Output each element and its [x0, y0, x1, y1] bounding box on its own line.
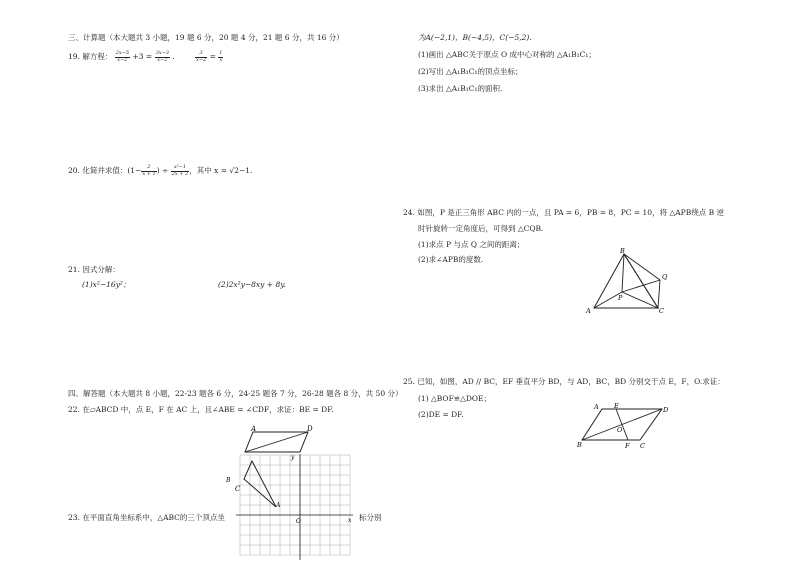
question-21	[68, 265, 120, 274]
q21-part-1: (1)x²−16y²；	[82, 280, 131, 289]
fig24-label-a: A	[586, 307, 591, 315]
figure-23-coordinate-grid	[226, 452, 356, 562]
q25-part-2: (2)DE = DF.	[418, 410, 464, 419]
q24-line-1: 如图，P 是正三角形 ABC 内的一点，且 PA = 6，PB = 8，PC = 10，将 △APB绕点 B 逆	[417, 208, 724, 217]
q24-part-2: (2)求∠APB的度数.	[418, 255, 484, 264]
q19-frac-3: $\frac{3}{x-2}$	[196, 50, 207, 63]
q19-eq2-mid: =	[209, 52, 216, 61]
q24-line-2: 时针旋转一定角度后，可得到 △CQB.	[418, 224, 544, 233]
q23-coordinates: 为A(−2,1)，B(−4,5)，C(−5,2).	[418, 33, 532, 42]
q21-part-2: (2)2x²y−8xy + 8y.	[218, 280, 286, 289]
question-20	[68, 165, 252, 177]
question-23	[68, 513, 225, 522]
q19-eq1-end: .	[172, 52, 175, 61]
fig22-label-d: D	[307, 425, 313, 433]
q19-frac-4: $\frac{1}{x}$	[219, 50, 223, 63]
q25-part-1: (1) △BOF≌△DOE；	[418, 394, 491, 403]
q20-frac-1: $\frac{2}{x + 1}$	[142, 164, 156, 177]
fig25-label-e: E	[614, 402, 619, 410]
q23-number: 23.	[68, 513, 80, 522]
fig22-label-a: A	[251, 425, 257, 433]
section-4-header: 四、解答题（本大题共 8 小题，22-23 题各 6 分，24-25 题各 7 分，26-28 题各 8 分，共 50 分）	[68, 389, 403, 398]
fig25-segment-ef	[616, 409, 628, 440]
fig24-triangle-abc	[594, 254, 658, 308]
question-24	[403, 208, 724, 217]
q19-text: 解方程：	[82, 52, 113, 61]
q22-number: 22.	[68, 405, 80, 414]
q19-eq1-mid: +3 =	[132, 52, 153, 61]
question-22	[68, 405, 334, 414]
q19-equation-2	[195, 51, 223, 63]
q23-part-1: (1)画出 △ABC关于原点 O 成中心对称的 △A₁B₁C₁；	[418, 50, 596, 59]
q20-frac-2: $\frac{\text{x²−1}}{2x + 2}$	[171, 164, 189, 177]
q19-frac-1: $\frac{2x-5}{x-2}$	[115, 50, 130, 63]
q23-part-2: (2)写出 △A₁B₁C₁的顶点坐标；	[418, 67, 523, 76]
fig24-label-c: C	[659, 307, 664, 315]
fig24-label-b: B	[620, 247, 625, 255]
fig23-label-o: O	[296, 518, 301, 525]
q23-text: 在平面直角坐标系中，△ABC的三个顶点坐	[82, 513, 225, 522]
fig24-label-q: Q	[662, 273, 668, 281]
fig23-label-b: B	[226, 477, 231, 484]
fig25-label-a: A	[594, 403, 599, 411]
q21-number: 21.	[68, 265, 80, 274]
fig25-label-d: D	[663, 406, 669, 414]
question-25	[403, 377, 725, 386]
question-19	[68, 51, 175, 63]
figure-25-parallelogram	[574, 400, 674, 452]
fig22-diagonal	[245, 432, 308, 452]
q25-line-1: 已知，如图，AD // BC，EF 垂直平分 BD，与 AD，BC，BD 分别交于点 E，F，O.求证：	[417, 377, 725, 386]
fig23-label-a: A	[276, 502, 281, 509]
q24-number: 24.	[403, 208, 415, 217]
q22-text: 在▱ABCD 中，点 E，F 在 AC 上，且∠ABE = ∠CDF，求证：BE = DF.	[82, 405, 334, 414]
q19-number: 19.	[68, 52, 80, 61]
section-3-header: 三、计算题（本大题共 3 小题，19 题 6 分，20 题 4 分，21 题 6 分，共 16 分）	[68, 33, 344, 42]
fig24-label-p: P	[618, 294, 623, 302]
q20-number: 20.	[68, 166, 80, 175]
q20-post: ，其中 x = √2−1.	[189, 166, 253, 175]
fig25-label-b: B	[577, 441, 582, 449]
fig25-label-o: O	[617, 426, 623, 434]
q21-text: 因式分解：	[82, 265, 120, 274]
fig23-label-y: y	[291, 454, 295, 461]
q19-frac-2: $\frac{3x-3}{x-2}$	[155, 50, 169, 63]
q24-part-1: (1)求点 P 与点 Q 之间的距离；	[418, 240, 525, 249]
q20-pre: 化简并求值：(1−	[82, 166, 142, 175]
figure-24-triangle	[582, 246, 672, 316]
fig25-label-f: F	[625, 442, 630, 450]
fig23-label-c: C	[235, 485, 241, 493]
q23-text-tail: 标分别	[359, 513, 382, 522]
fig24-triangle-cqb	[624, 254, 660, 308]
fig24-segment-pb	[622, 254, 624, 292]
q23-part-3: (3)求出 △A₁B₁C₁的面积.	[418, 84, 503, 93]
q20-op: ) ÷	[156, 166, 169, 175]
fig23-label-x: x	[348, 517, 352, 524]
q25-number: 25.	[403, 377, 415, 386]
fig25-label-c: C	[640, 442, 645, 450]
